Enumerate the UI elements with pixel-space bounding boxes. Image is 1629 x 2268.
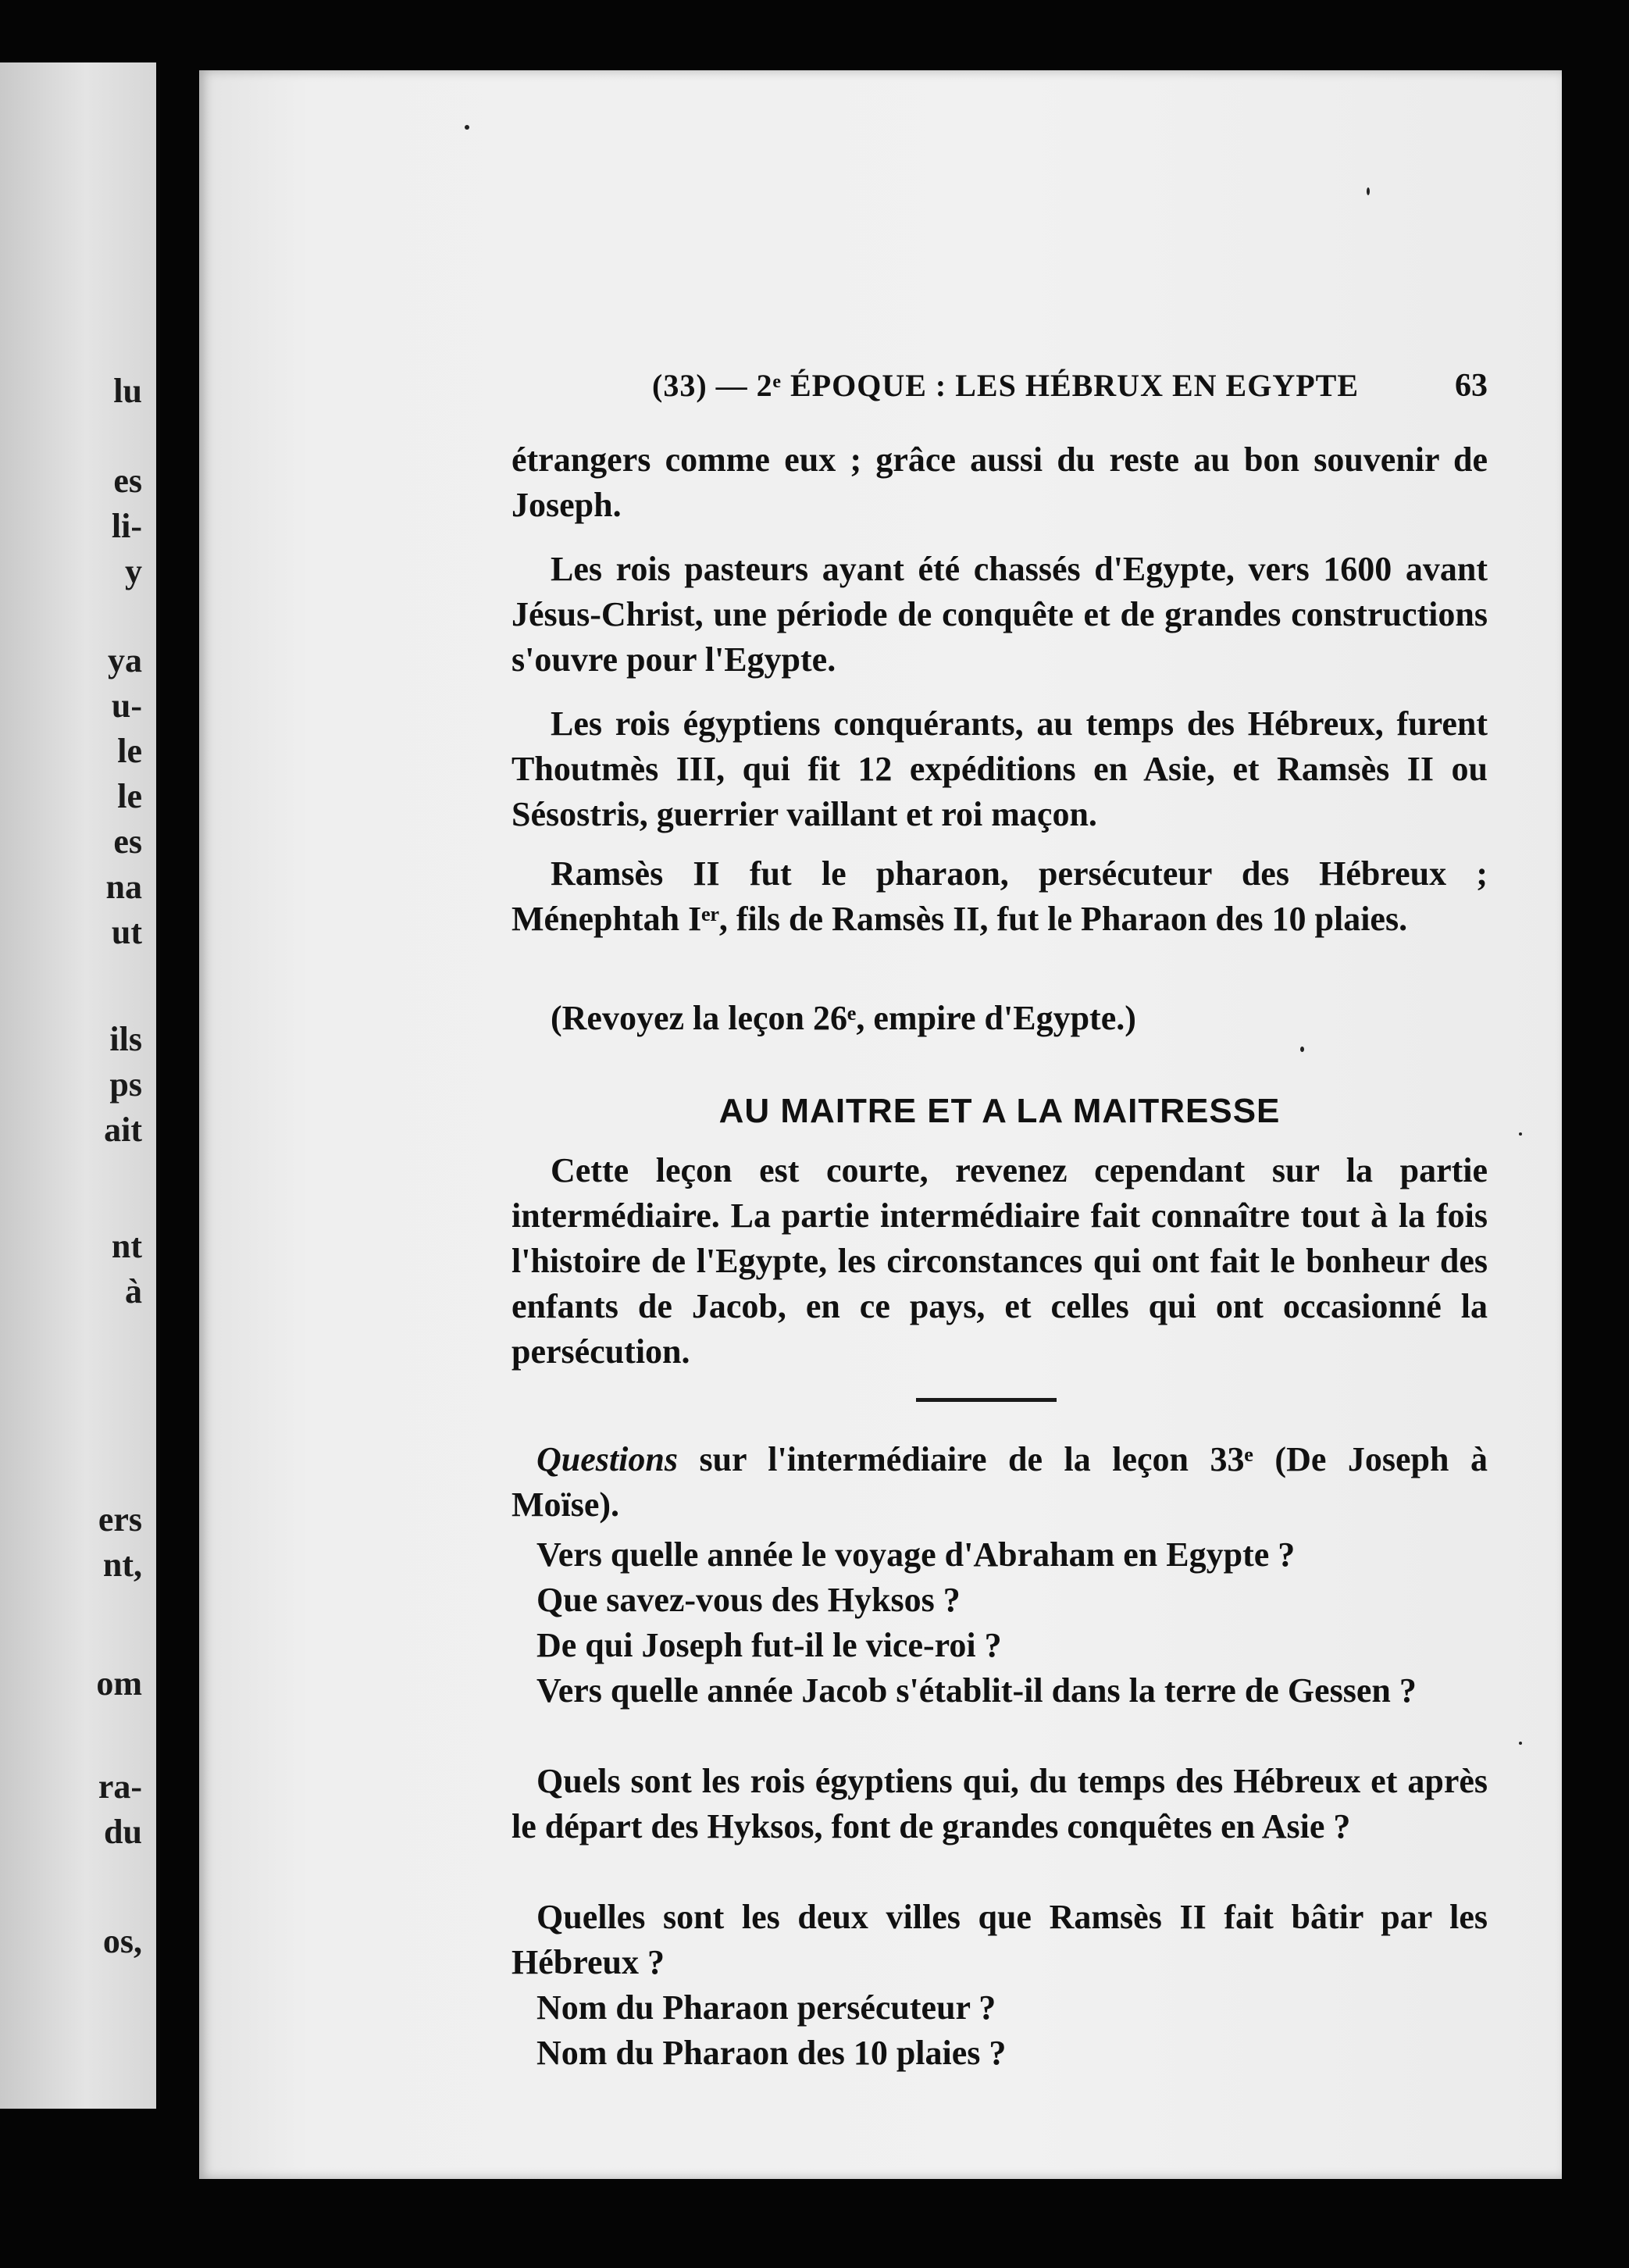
left-page-fragment: lu	[113, 372, 142, 410]
paragraph-1: étrangers comme eux ; grâce aussi du reste au bon souvenir de Joseph.	[512, 440, 1488, 524]
scan-speck	[1519, 1742, 1522, 1745]
section-paragraph: Cette leçon est courte, revenez cependant sur la partie intermédiaire. La partie intermédiaire fait connaître tout à la fois l'histoire de l'Egypte, les circonstances qui ont fait le bonheur des enfants de Jacob, en ce pays, et celles qui ont occasionné la persécution.	[512, 1151, 1488, 1371]
book-page	[199, 70, 1562, 2179]
section-heading: AU MAITRE ET A LA MAITRESSE	[718, 1092, 1281, 1130]
left-page-fragment: nt,	[102, 1546, 142, 1584]
left-page-fragment: es	[113, 462, 142, 500]
question-6: Quelles sont les deux villes que Ramsès II fait bâtir par les Hébreux ?	[512, 1898, 1488, 1981]
question-3: De qui Joseph fut-il le vice-roi ?	[536, 1626, 1002, 1664]
question-1: Vers quelle année le voyage d'Abraham en Egypte ?	[536, 1535, 1296, 1574]
left-page-fragment: ut	[111, 913, 142, 951]
left-page-fragment: ps	[109, 1065, 142, 1104]
paragraph-4: Ramsès II fut le pharaon, persécuteur des Hébreux ; Ménephtah Iᵉʳ, fils de Ramsès II, fut le Pharaon des 10 plaies.	[512, 854, 1488, 938]
left-page-fragment: os,	[102, 1922, 142, 1960]
left-page-fragment: nt	[111, 1227, 142, 1265]
left-page-fragment: y	[125, 552, 142, 590]
left-page-fragment: u-	[111, 686, 142, 725]
running-head-title: (33) — 2ᵉ ÉPOQUE : LES HÉBRUX EN EGYPTE	[652, 368, 1359, 403]
scan-speck	[1367, 187, 1370, 195]
left-page-fragment: ils	[109, 1020, 142, 1058]
scan-speck	[1519, 1132, 1522, 1136]
questions-intro-text: sur l'intermédiaire de la leçon 33ᵉ (De Joseph à Moïse).	[512, 1440, 1488, 1524]
section-divider	[916, 1398, 1057, 1402]
scan-speck	[1300, 1047, 1304, 1052]
paragraph-3: Les rois égyptiens conquérants, au temps des Hébreux, furent Thoutmès III, qui fit 12 expéditions en Asie, et Ramsès II ou Sésostris, guerrier vaillant et roi maçon.	[512, 704, 1488, 833]
left-page-fragment: à	[125, 1272, 142, 1311]
question-8: Nom du Pharaon des 10 plaies ?	[536, 2034, 1007, 2072]
question-7: Nom du Pharaon persécuteur ?	[536, 1988, 996, 2027]
left-page-fragment: le	[117, 732, 142, 770]
paragraph-2: Les rois pasteurs ayant été chassés d'Egypte, vers 1600 avant Jésus-Christ, une période de conquête et de grandes constructions s'ouvre pour l'Egypte.	[512, 550, 1488, 679]
left-page-fragment: du	[104, 1813, 142, 1851]
questions-lead: Questions	[536, 1440, 678, 1478]
left-page-fragment: ers	[98, 1500, 142, 1539]
left-page-fragment: ya	[108, 641, 142, 679]
left-page-fragment: om	[96, 1664, 142, 1703]
paragraph-5: (Revoyez la leçon 26ᵉ, empire d'Egypte.)	[551, 999, 1136, 1037]
left-page-fragment: na	[105, 868, 142, 906]
question-5: Quels sont les rois égyptiens qui, du temps des Hébreux et après le départ des Hyksos, font de grandes conquêtes en Asie ?	[512, 1762, 1488, 1845]
left-page-fragment: es	[113, 822, 142, 861]
scan-speck	[465, 125, 469, 130]
question-2: Que savez-vous des Hyksos ?	[536, 1581, 961, 1619]
running-head	[652, 367, 1488, 405]
left-page-fragment: li-	[111, 507, 142, 545]
left-page-fragment: ait	[104, 1111, 142, 1149]
left-facing-page	[0, 62, 156, 2109]
question-4: Vers quelle année Jacob s'établit-il dans la terre de Gessen ?	[536, 1671, 1417, 1710]
left-page-fragment: le	[117, 777, 142, 815]
page-number: 63	[1455, 368, 1488, 404]
left-page-fragment: ra-	[98, 1767, 142, 1806]
questions-intro	[512, 1437, 1488, 1528]
